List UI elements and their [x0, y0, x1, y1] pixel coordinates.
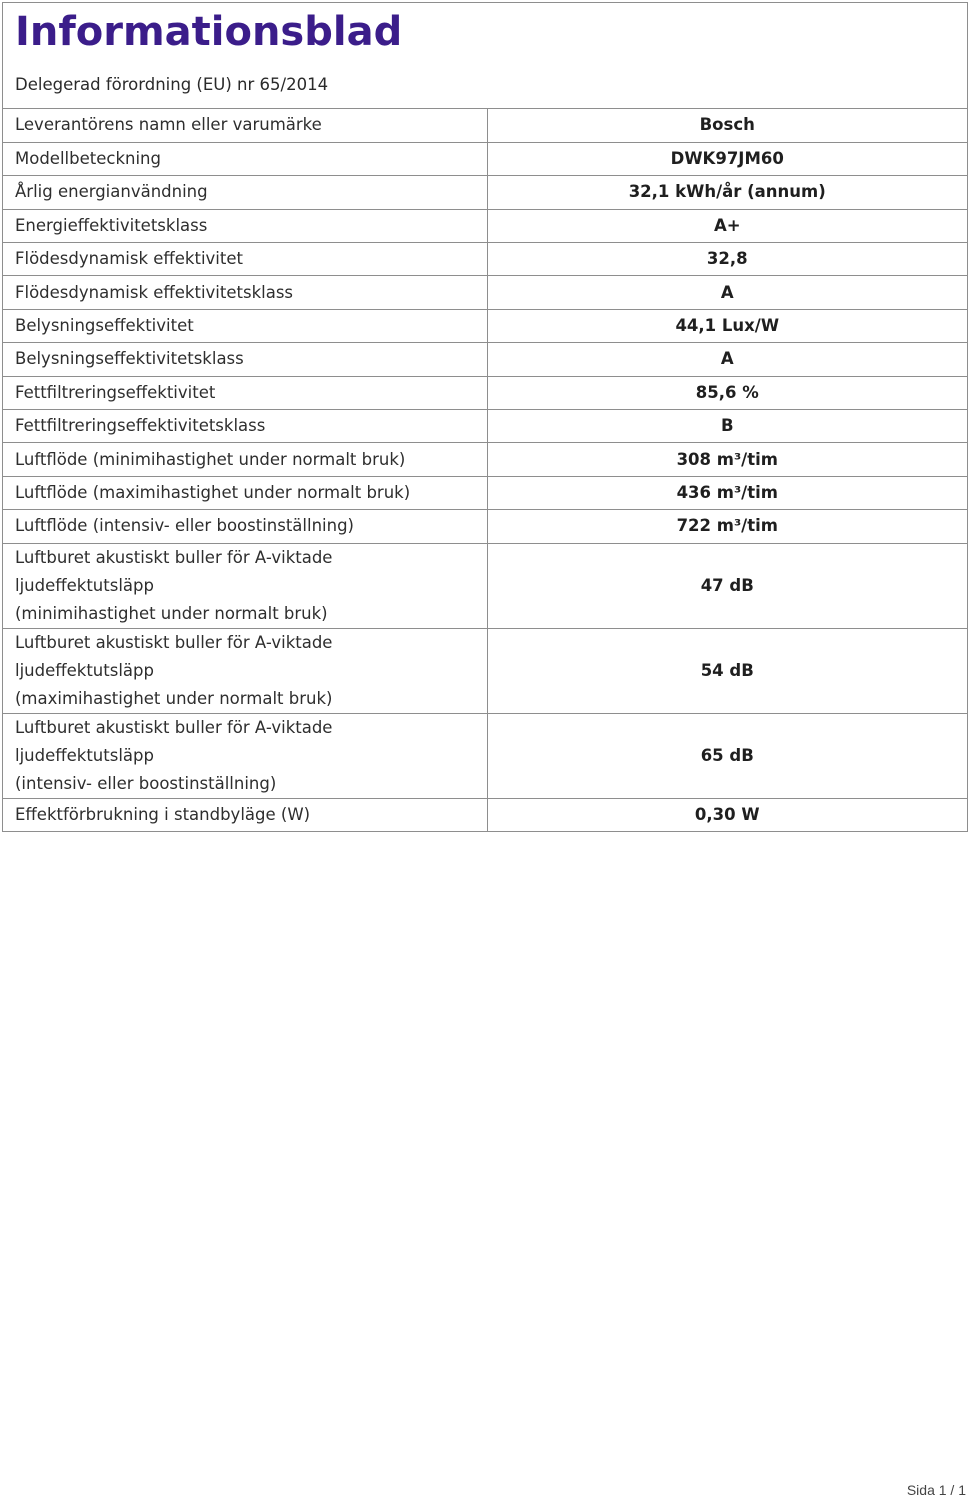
row-value: A+ [487, 209, 967, 242]
row-label-line-1: Luftburet akustiskt buller för A-viktade ljudeffektutsläpp [15, 547, 333, 595]
row-label: Effektförbrukning i standbyläge (W) [3, 798, 487, 831]
row-label: Fettfiltreringseffektivitetsklass [3, 410, 487, 443]
row-label: Luftflöde (maximihastighet under normalt bruk) [3, 476, 487, 509]
row-value: 85,6 % [487, 376, 967, 409]
table-row-fluid-dynamic-class [3, 276, 967, 309]
table-row-annual-energy [3, 176, 967, 209]
row-value: A [487, 276, 967, 309]
row-value: 0,30 W [487, 798, 967, 831]
table-row-grease-filter-class [3, 410, 967, 443]
row-label-line-1: Luftburet akustiskt buller för A-viktade ljudeffektutsläpp [15, 717, 333, 765]
row-value: Bosch [699, 115, 755, 135]
row-label: Energieffektivitetsklass [3, 209, 487, 242]
table-row-fluid-dynamic-efficiency [3, 243, 967, 276]
row-value: 54 dB [487, 628, 967, 713]
row-value: 722 m³/tim [487, 510, 967, 543]
table-row-airflow-min [3, 443, 967, 476]
table-row-energy-class [3, 209, 967, 242]
table-row-model [3, 142, 967, 175]
product-data-table [3, 109, 967, 831]
table-row-standby-power [3, 798, 967, 831]
row-label-line-2: (minimihastighet under normalt bruk) [15, 603, 328, 623]
row-label: Luftflöde (intensiv- eller boostinställning) [3, 510, 487, 543]
row-value: 308 m³/tim [487, 443, 967, 476]
table-row-airflow-boost [3, 510, 967, 543]
information-sheet [2, 2, 968, 832]
row-label: Leverantörens namn eller varumärke [3, 109, 487, 142]
row-label: Flödesdynamisk effektivitet [3, 243, 487, 276]
regulation-reference: Delegerad förordning (EU) nr 65/2014 [3, 61, 967, 109]
row-label: Modellbeteckning [3, 142, 487, 175]
row-value: B [487, 410, 967, 443]
row-label: Årlig energianvändning [3, 176, 487, 209]
row-label [3, 543, 487, 628]
table-row-noise-min [3, 543, 967, 628]
row-value: A [487, 343, 967, 376]
row-value: DWK97JM60 [487, 142, 967, 175]
table-row-grease-filter-efficiency [3, 376, 967, 409]
row-label: Belysningseffektivitetsklass [3, 343, 487, 376]
row-label: Luftflöde (minimihastighet under normalt bruk) [3, 443, 487, 476]
table-row-noise-max [3, 628, 967, 713]
row-value: 32,8 [487, 243, 967, 276]
row-label-line-2: (intensiv- eller boostinställning) [15, 773, 277, 793]
table-row-noise-boost [3, 713, 967, 798]
row-label-line-2: (maximihastighet under normalt bruk) [15, 688, 333, 708]
row-label: Belysningseffektivitet [3, 309, 487, 342]
row-label-line-1: Luftburet akustiskt buller för A-viktade ljudeffektutsläpp [15, 632, 333, 680]
page-title: Informationsblad [15, 9, 403, 55]
table-row-airflow-max [3, 476, 967, 509]
row-value: 65 dB [487, 713, 967, 798]
table-row-supplier [3, 109, 967, 142]
table-row-lighting-efficiency [3, 309, 967, 342]
row-label [3, 628, 487, 713]
row-value: 436 m³/tim [487, 476, 967, 509]
page-number: Sida 1 / 1 [906, 1482, 966, 1498]
row-label: Fettfiltreringseffektivitet [3, 376, 487, 409]
table-row-lighting-class [3, 343, 967, 376]
row-label: Flödesdynamisk effektivitetsklass [3, 276, 487, 309]
row-value: 47 dB [487, 543, 967, 628]
row-value: 44,1 Lux/W [487, 309, 967, 342]
row-label [3, 713, 487, 798]
row-value: 32,1 kWh/år (annum) [487, 176, 967, 209]
